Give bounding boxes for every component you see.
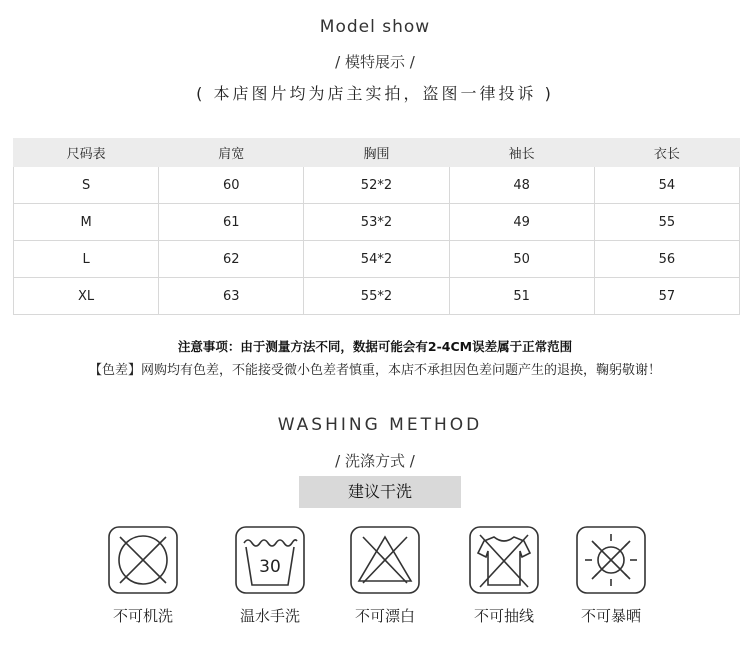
cell-length: 54 — [594, 167, 739, 204]
no-pull-thread-icon — [468, 525, 540, 595]
wash-temperature: 30 — [259, 557, 281, 577]
cell-length: 57 — [594, 278, 739, 315]
cell-size: L — [14, 241, 159, 278]
cell-sleeve: 50 — [449, 241, 594, 278]
table-row — [14, 241, 740, 278]
icon-label-no-sun-dry: 不可暴晒 — [580, 607, 641, 625]
washing-method-title: WASHING METHOD — [277, 415, 483, 435]
no-bleach-icon — [349, 525, 421, 595]
table-row — [14, 278, 740, 315]
cell-chest: 53*2 — [304, 204, 449, 241]
col-sleeve: 袖长 — [449, 139, 594, 167]
cell-length: 55 — [594, 204, 739, 241]
cell-sleeve: 49 — [449, 204, 594, 241]
hand-wash-warm-icon — [234, 525, 306, 595]
cell-chest: 55*2 — [304, 278, 449, 315]
no-sun-dry-icon — [575, 525, 647, 595]
size-table-header — [14, 139, 740, 167]
dry-clean-recommend-badge: 建议干洗 — [299, 476, 461, 508]
cell-shoulder: 62 — [159, 241, 304, 278]
color-difference-note: 【色差】网购均有色差，不能接受微小色差者慎重，本店不承担因色差问题产生的退换，鞠躬敬谢！ — [88, 363, 661, 378]
col-length: 衣长 — [594, 139, 739, 167]
table-row — [14, 204, 740, 241]
size-table — [13, 138, 740, 315]
cell-chest: 54*2 — [304, 241, 449, 278]
icon-label-no-machine-wash: 不可机洗 — [112, 607, 173, 625]
photo-notice: ( 本店图片均为店主实拍，盗图一律投诉 ) — [196, 84, 554, 103]
cell-size: M — [14, 204, 159, 241]
no-machine-wash-icon — [107, 525, 179, 595]
icon-label-no-pull-thread: 不可抽线 — [473, 607, 534, 625]
cell-chest: 52*2 — [304, 167, 449, 204]
table-row — [14, 167, 740, 204]
washing-method-subtitle: / 洗涤方式 / — [335, 452, 415, 470]
cell-size: S — [14, 167, 159, 204]
col-size: 尺码表 — [14, 139, 159, 167]
model-show-title: Model show — [319, 17, 431, 37]
col-chest: 胸围 — [304, 139, 449, 167]
col-shoulder: 肩宽 — [159, 139, 304, 167]
icon-label-no-bleach: 不可漂白 — [354, 607, 415, 625]
cell-shoulder: 60 — [159, 167, 304, 204]
cell-shoulder: 61 — [159, 204, 304, 241]
model-show-subtitle: / 模特展示 / — [335, 53, 415, 71]
icon-label-hand-wash: 温水手洗 — [239, 607, 300, 625]
cell-shoulder: 63 — [159, 278, 304, 315]
cell-length: 56 — [594, 241, 739, 278]
cell-size: XL — [14, 278, 159, 315]
cell-sleeve: 51 — [449, 278, 594, 315]
measurement-note: 注意事项：由于测量方法不同，数据可能会有2-4CM误差属于正常范围 — [177, 339, 573, 354]
cell-sleeve: 48 — [449, 167, 594, 204]
